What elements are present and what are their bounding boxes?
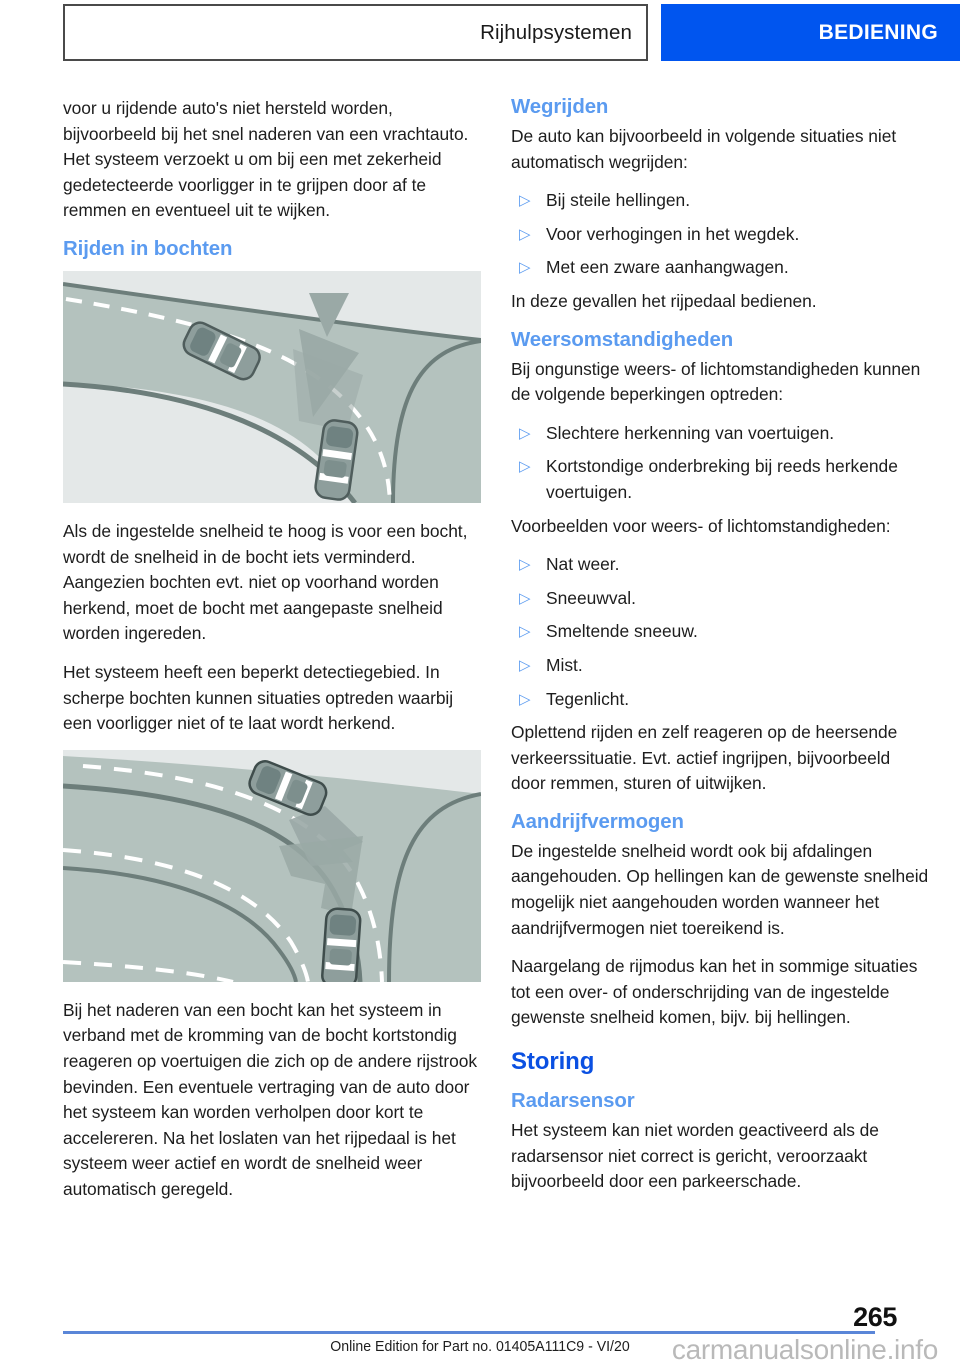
triangle-bullet-icon: ▷: [519, 690, 531, 708]
triangle-bullet-icon: ▷: [519, 424, 531, 442]
figure-curve-svg-1: [63, 271, 481, 503]
triangle-bullet-icon: ▷: [519, 589, 531, 607]
list-item-label: Bij steile hellingen.: [546, 190, 691, 211]
triangle-bullet-icon: ▷: [519, 225, 531, 243]
paragraph-intro: voor u rijdende auto's niet hersteld worden, bijvoorbeeld bij het snel naderen van een vrachtauto. Het systeem verzoekt u om bij een met zekerheid gedetecteerde voorligger in te grijpen door af te remmen en eventueel uit te wijken.: [63, 98, 469, 221]
paragraph-drive-power-2: Naargelang de rijmodus kan het in sommige situaties tot een over- of onderschrijding van de ingestelde gewenste snelheid komen, bijv. bij hellingen.: [511, 956, 918, 1028]
heading-radarsensor: Radarsensor: [511, 1090, 635, 1113]
list-item: [511, 653, 929, 679]
list-item: [511, 552, 929, 578]
figure-curve-detection-1: [63, 271, 481, 503]
page-footer: [0, 1302, 960, 1365]
section-tab-label: Rijhulpsystemen: [480, 20, 632, 44]
paragraph-wegrijden-outro: In deze gevallen het rijpedaal bedienen.: [511, 290, 817, 311]
figure-curve-svg-2: [63, 750, 481, 982]
list-item: [511, 188, 929, 214]
left-column: [63, 96, 481, 1215]
list-item: [511, 687, 929, 713]
paragraph-weather-intro: Bij ongunstige weers- of lichtomstandigheden kunnen de volgende beperkingen optreden:: [511, 358, 921, 405]
page-header: [0, 0, 960, 66]
site-watermark: carmanualsonline.info: [671, 1334, 938, 1365]
heading-weersomstandigheden: Weersomstandigheden: [511, 328, 734, 351]
list-item-label: Met een zware aanhangwagen.: [546, 257, 789, 278]
list-item-label: Kortstondige onderbreking bij reeds herkende voertuigen.: [546, 456, 898, 502]
paragraph-curves-2: Het systeem heeft een beperkt detectiegebied. In scherpe bochten kunnen situaties optreden waarbij een voorligger niet of te laat wordt herkend.: [63, 661, 454, 734]
paragraph-drive-power-1: De ingestelde snelheid wordt ook bij afdalingen aangehouden. Op hellingen kan de gewenste snelheid mogelijk niet aangehouden worden wanneer het aandrijfvermogen niet toereikend is.: [511, 840, 929, 938]
section-tab: [63, 4, 648, 61]
list-item: [511, 454, 929, 505]
figure-curve-detection-2: [63, 750, 481, 982]
triangle-bullet-icon: ▷: [519, 192, 531, 210]
paragraph-weather-examples-intro: Voorbeelden voor weers- of lichtomstandigheden:: [511, 515, 891, 536]
list-item-label: Mist.: [546, 654, 583, 675]
list-item-label: Slechtere herkenning van voertuigen.: [546, 422, 835, 443]
page-number: 265: [853, 1302, 897, 1332]
triangle-bullet-icon: ▷: [519, 656, 531, 674]
triangle-bullet-icon: ▷: [519, 259, 531, 277]
list-weather-limitations: [511, 421, 929, 506]
triangle-bullet-icon: ▷: [519, 556, 531, 574]
list-item: [511, 222, 929, 248]
heading-aandrijfvermogen: Aandrijfvermogen: [511, 810, 684, 833]
paragraph-curves-1: Als de ingestelde snelheid te hoog is voor een bocht, wordt de snelheid in de bocht iets verminderd. Aangezien bochten evt. niet op voorhand worden herkend, moet de bocht met aangepaste snelheid worden ingereden.: [63, 520, 468, 644]
paragraph-curves-3: Bij het naderen van een bocht kan het systeem in verband met de kromming van de bocht kortstondig reageren op voertuigen die zich op de andere rijstrook bevinden. Een eventuele vertraging van de auto door het systeem kan worden verholpen door kort te accelereren. Na het loslaten van het rijpedaal is het systeem weer actief en wordt de snelheid weer automatisch geregeld.: [63, 999, 477, 1199]
list-item: [511, 421, 929, 447]
heading-wegrijden: Wegrijden: [511, 96, 609, 118]
list-item-label: Tegenlicht.: [546, 688, 630, 709]
list-item: [511, 255, 929, 281]
triangle-bullet-icon: ▷: [519, 623, 531, 641]
chapter-banner: [661, 4, 960, 61]
paragraph-radarsensor: Het systeem kan niet worden geactiveerd als de radarsensor niet correct is gericht, veroorzaakt bijvoorbeeld door een parkeerschade.: [511, 1120, 879, 1192]
right-column: [511, 96, 929, 1195]
list-item-label: Sneeuwval.: [546, 587, 636, 608]
list-item: [511, 619, 929, 645]
heading-storing: Storing: [511, 1048, 595, 1076]
list-item-label: Smeltende sneeuw.: [546, 621, 698, 642]
paragraph-weather-outro: Oplettend rijden en zelf reageren op de heersende verkeerssituatie. Evt. actief ingrijpen, bijvoorbeeld door remmen, sturen of uitwijken.: [511, 722, 898, 794]
list-item-label: Nat weer.: [546, 554, 620, 575]
list-wegrijden-situations: [511, 188, 929, 281]
paragraph-wegrijden-intro: De auto kan bijvoorbeeld in volgende situaties niet automatisch wegrijden:: [511, 126, 897, 172]
heading-rijden-in-bochten: Rijden in bochten: [63, 237, 233, 260]
chapter-banner-label: BEDIENING: [818, 20, 938, 44]
triangle-bullet-icon: ▷: [519, 458, 531, 476]
list-weather-examples: [511, 552, 929, 712]
list-item-label: Voor verhogingen in het wegdek.: [546, 223, 800, 244]
footer-edition-text: Online Edition for Part no. 01405A111C9 - VI/20: [330, 1338, 630, 1355]
list-item: [511, 586, 929, 612]
